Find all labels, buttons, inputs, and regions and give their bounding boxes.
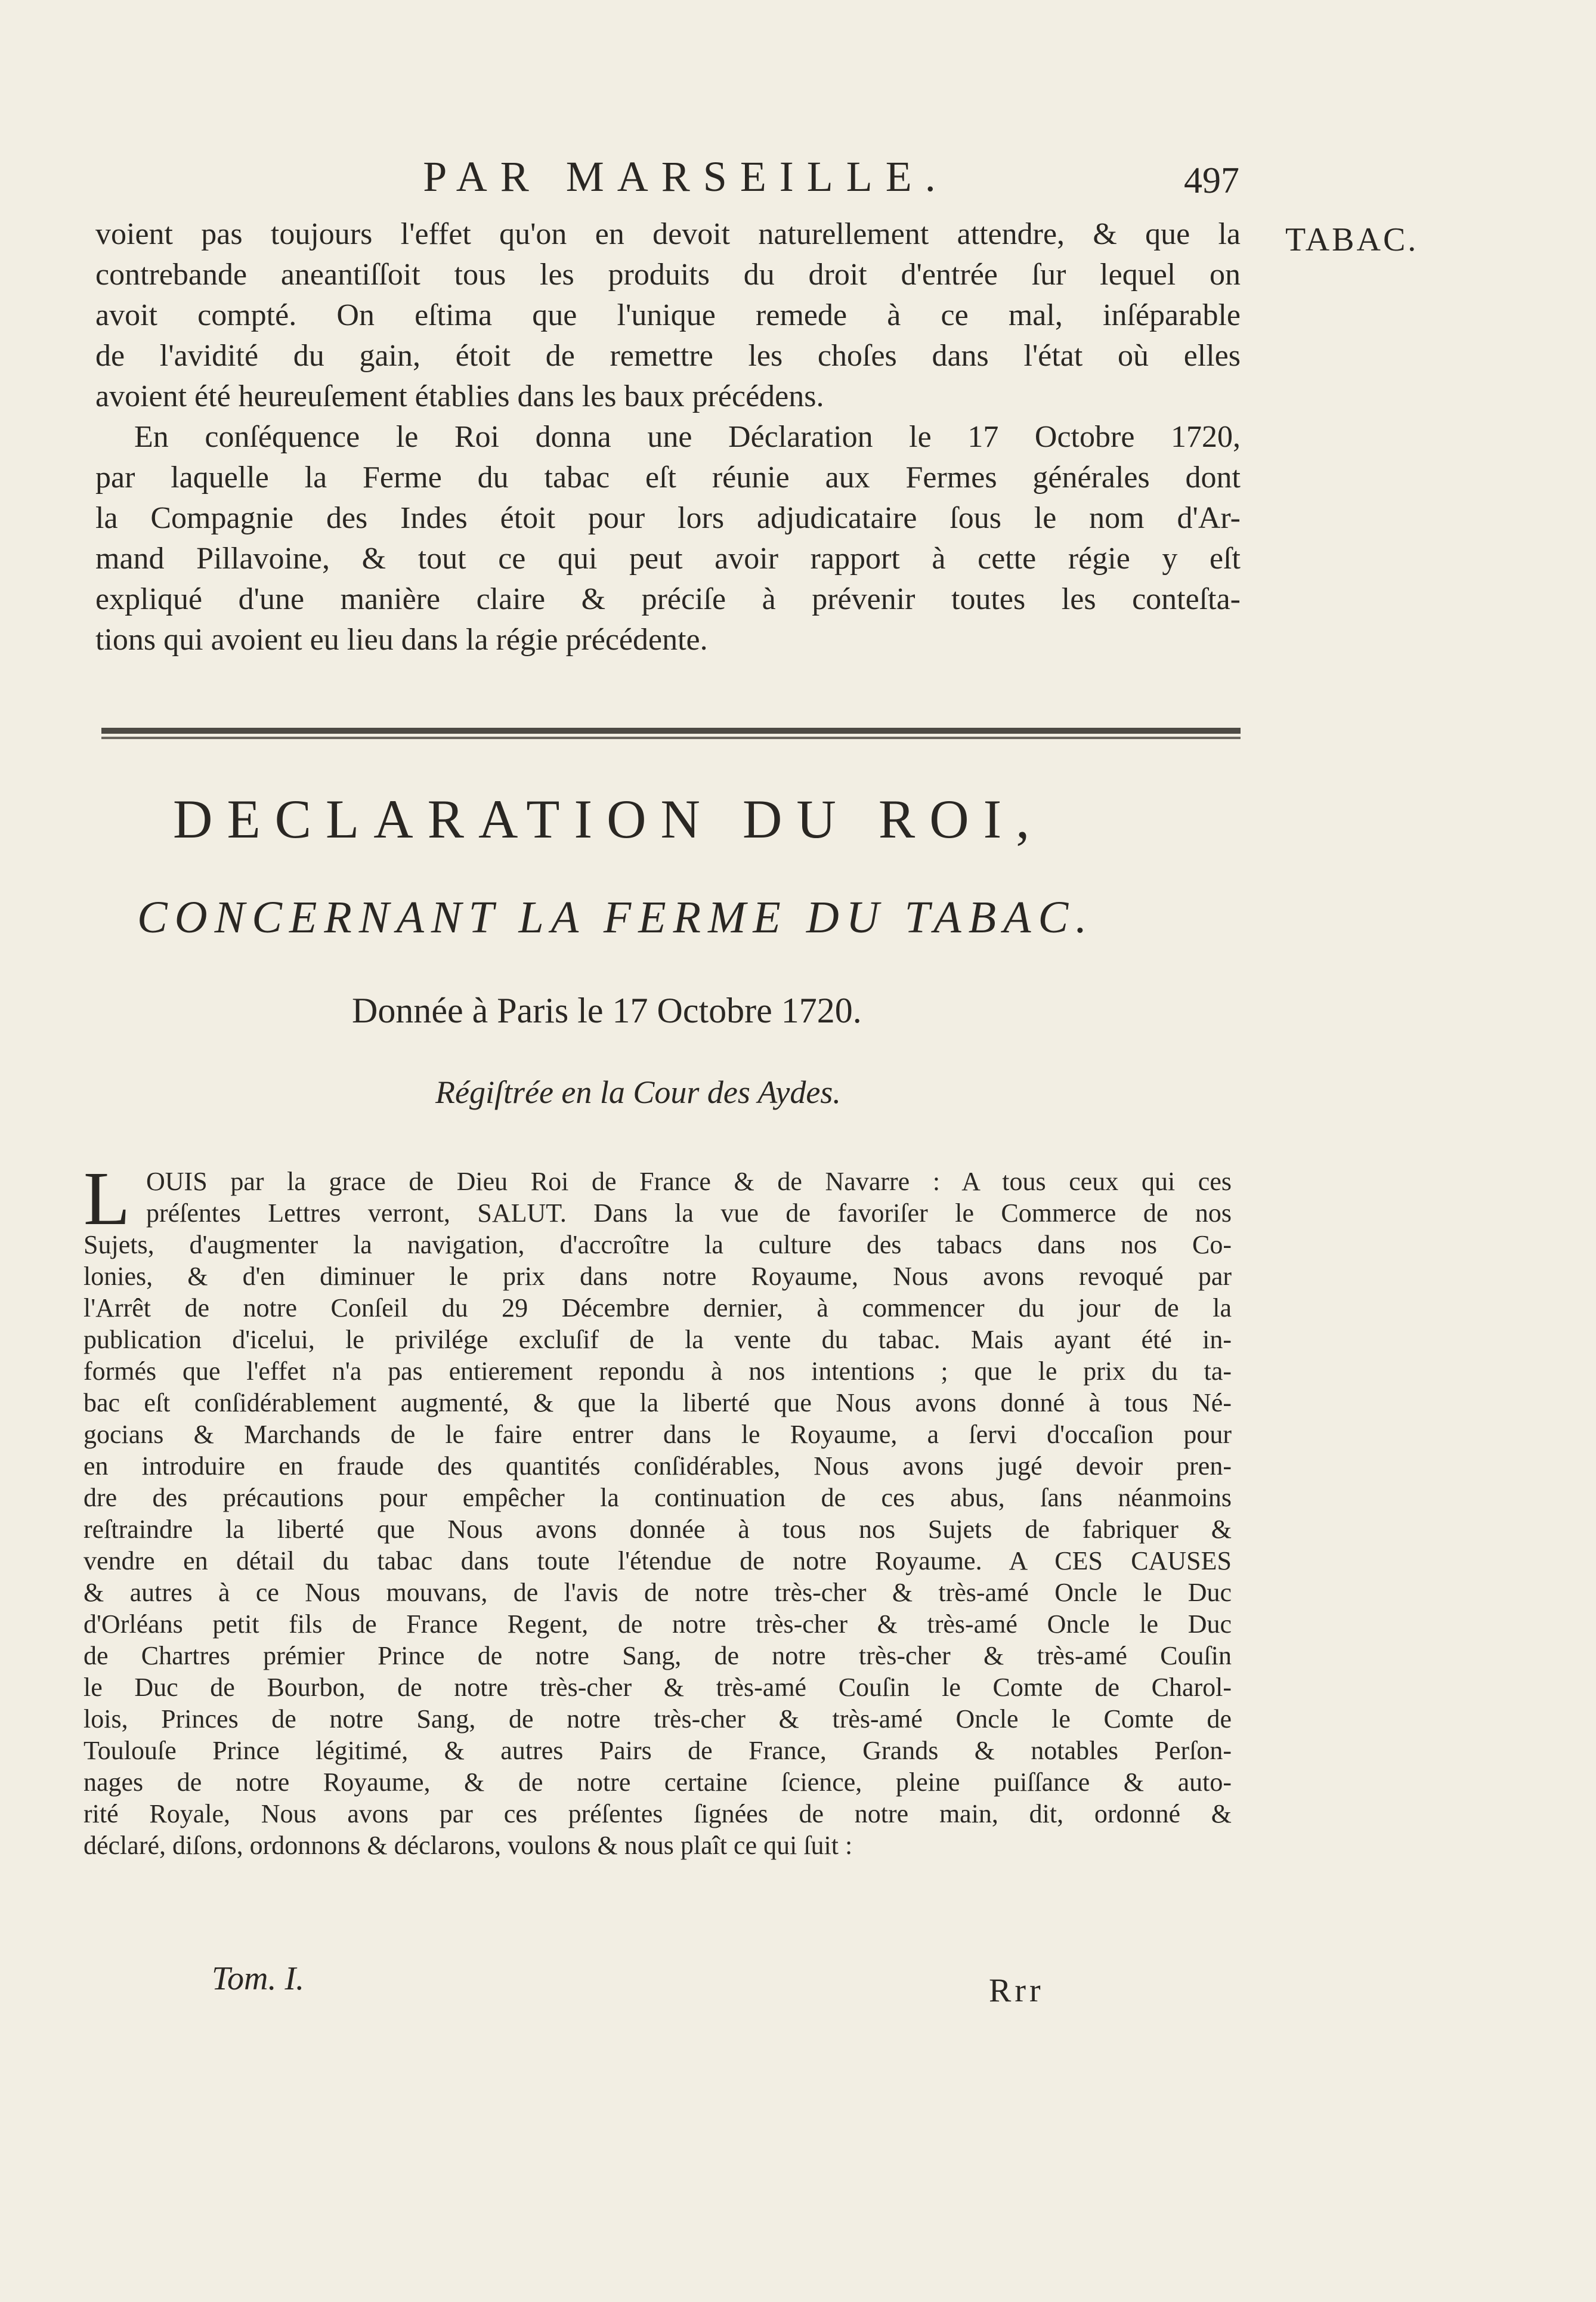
text-line: avoient été heureuſement établies dans les baux précédens. xyxy=(95,379,824,413)
rule-thick xyxy=(101,728,1241,734)
margin-note: TABAC. xyxy=(1285,221,1419,258)
text-line: par laquelle la Ferme du tabac eſt réunie aux Fermes générales dont xyxy=(95,461,1241,495)
section-rule xyxy=(101,728,1241,743)
text-line: de l'avidité du gain, étoit de remettre les choſes dans l'état où elles xyxy=(95,339,1241,373)
text-line: lois, Princes de notre Sang, de notre très-cher & très-amé Oncle le Comte de xyxy=(83,1704,1232,1734)
text-line: tions qui avoient eu lieu dans la régie précédente. xyxy=(95,623,708,657)
text-line: contrebande aneantiſſoit tous les produits du droit d'entrée ſur lequel on xyxy=(95,258,1241,292)
page-number: 497 xyxy=(1184,160,1239,201)
text-line: en introduire en fraude des quantités conſidérables, Nous avons jugé devoir pren- xyxy=(83,1451,1232,1481)
declaration-date: Donnée à Paris le 17 Octobre 1720. xyxy=(352,991,862,1030)
text-line: mand Pillavoine, & tout ce qui peut avoir rapport à cette régie y eſt xyxy=(95,542,1241,576)
text-line: nages de notre Royaume, & de notre certaine ſcience, pleine puiſſance & auto- xyxy=(83,1768,1232,1797)
text-line: l'Arrêt de notre Conſeil du 29 Décembre dernier, à commencer du jour de la xyxy=(83,1293,1232,1323)
text-line: avoit compté. On eſtima que l'unique remede à ce mal, inſéparable xyxy=(95,298,1241,332)
text-line: lonies, & d'en diminuer le prix dans notre Royaume, Nous avons revoqué par xyxy=(83,1262,1232,1291)
text-line: d'Orléans petit fils de France Regent, de notre très-cher & très-amé Oncle le Duc xyxy=(83,1609,1232,1639)
rule-thin xyxy=(101,737,1241,739)
text-line: OUIS par la grace de Dieu Roi de France & de Navarre : A tous ceux qui ces xyxy=(146,1167,1232,1196)
text-line: expliqué d'une manière claire & préciſe à prévenir toutes les conteſta- xyxy=(95,582,1241,616)
text-line: gocians & Marchands de le faire entrer dans le Royaume, a ſervi d'occaſion pour xyxy=(83,1420,1232,1449)
text-line: bac eſt conſidérablement augmenté, & que la liberté que Nous avons donné à tous Né- xyxy=(83,1388,1232,1417)
volume-mark: Tom. I. xyxy=(212,1960,305,1997)
text-line: reſtraindre la liberté que Nous avons donnée à tous nos Sujets de fabriquer & xyxy=(83,1515,1232,1544)
text-line: voient pas toujours l'effet qu'on en devoit naturellement attendre, & que la xyxy=(95,217,1241,251)
running-head: PAR MARSEILLE. xyxy=(423,153,949,200)
declaration-registration: Régiſtrée en la Cour des Aydes. xyxy=(435,1074,841,1110)
declaration-title: DECLARATION DU ROI, xyxy=(173,789,1044,849)
text-line: de Chartres prémier Prince de notre Sang, de notre très-cher & très-amé Couſin xyxy=(83,1641,1232,1670)
text-line: En conſéquence le Roi donna une Déclaration le 17 Octobre 1720, xyxy=(134,420,1241,454)
text-line: dre des précautions pour empêcher la continuation de ces abus, ſans néanmoins xyxy=(83,1483,1232,1512)
signature-mark: Rrr xyxy=(989,1972,1044,2009)
text-line: Toulouſe Prince légitimé, & autres Pairs de France, Grands & notables Perſon- xyxy=(83,1736,1232,1765)
text-line: publication d'icelui, le privilége excluſif de la vente du tabac. Mais ayant été in- xyxy=(83,1325,1232,1354)
text-line: vendre en détail du tabac dans toute l'étendue de notre Royaume. A CES CAUSES xyxy=(83,1546,1232,1575)
text-line: & autres à ce Nous mouvans, de l'avis de notre très-cher & très-amé Oncle le Duc xyxy=(83,1578,1232,1607)
text-line: préſentes Lettres verront, SALUT. Dans la vue de favoriſer le Commerce de nos xyxy=(146,1198,1232,1228)
text-line: formés que l'effet n'a pas entierement repondu à nos intentions ; que le prix du ta- xyxy=(83,1357,1232,1386)
text-line: Sujets, d'augmenter la navigation, d'accroître la culture des tabacs dans nos Co- xyxy=(83,1230,1232,1259)
declaration-subtitle: CONCERNANT LA FERME DU TABAC. xyxy=(137,892,1094,943)
drop-cap: L xyxy=(83,1156,131,1241)
text-line: déclaré, diſons, ordonnons & déclarons, voulons & nous plaît ce qui ſuit : xyxy=(83,1831,853,1860)
text-line: le Duc de Bourbon, de notre très-cher & très-amé Couſin le Comte de Charol- xyxy=(83,1673,1232,1702)
text-line: la Compagnie des Indes étoit pour lors adjudicataire ſous le nom d'Ar- xyxy=(95,501,1241,535)
text-line: rité Royale, Nous avons par ces préſentes ſignées de notre main, dit, ordonné & xyxy=(83,1799,1232,1828)
